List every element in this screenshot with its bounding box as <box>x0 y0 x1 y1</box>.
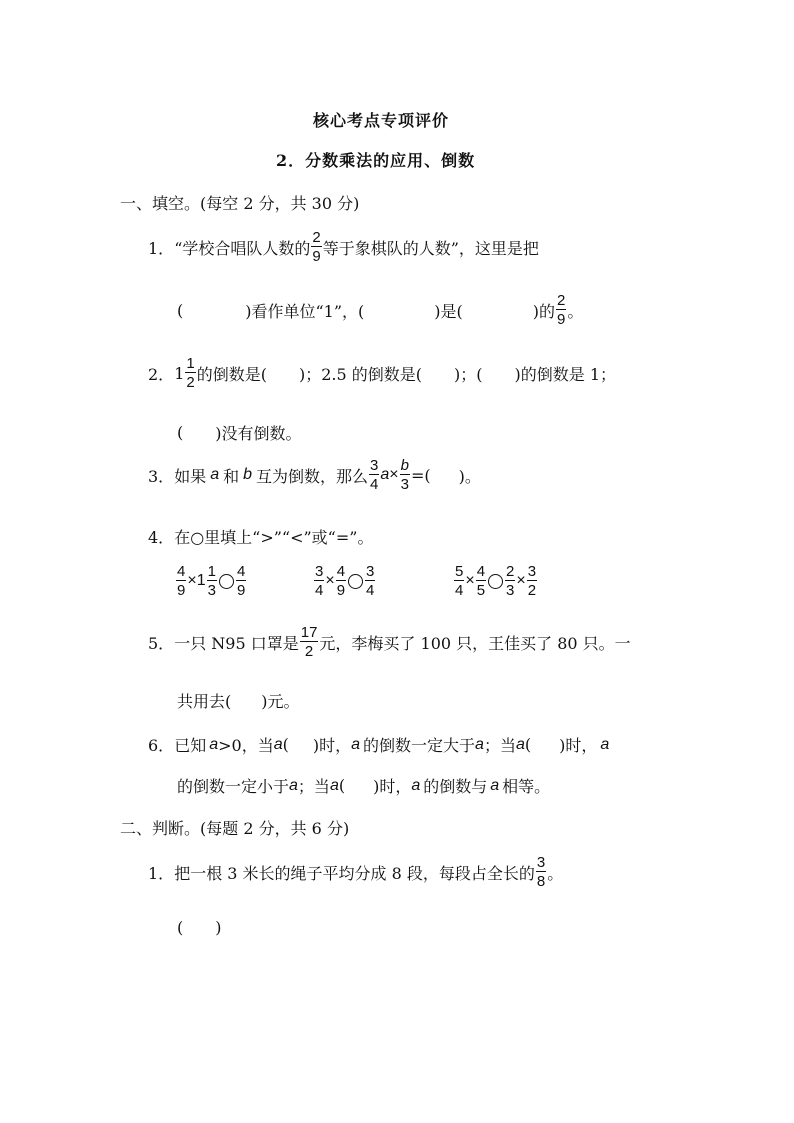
numerator: 4 <box>177 563 186 580</box>
fraction <box>336 564 346 598</box>
page-subtitle: 2．分数乘法的应用、倒数 <box>276 151 476 170</box>
question-text: “学校合唱队人数的 <box>174 238 311 258</box>
question-text: 互为倒数，那么 <box>256 466 369 486</box>
denominator: 9 <box>312 248 321 265</box>
compare-expression-2 <box>313 564 376 598</box>
question-text: 如果 <box>174 466 207 486</box>
question-text: 已知 <box>174 736 207 755</box>
paren-open: ( <box>282 735 289 754</box>
question-2-line-2 <box>177 421 302 444</box>
variable-b: b <box>243 466 253 483</box>
numerator: b <box>400 457 409 474</box>
denominator: 5 <box>476 582 486 599</box>
fraction <box>454 564 464 598</box>
numerator: 2 <box>557 292 566 309</box>
numerator: 17 <box>300 624 318 641</box>
question-text: 和 <box>223 466 240 486</box>
paren-close: ) <box>215 918 222 937</box>
question-text: )时， <box>312 736 352 755</box>
question-2-line-1 <box>148 356 616 390</box>
denominator: 3 <box>506 582 515 599</box>
denominator: 3 <box>400 476 409 493</box>
operator: × <box>516 572 526 589</box>
compare-expression-3 <box>453 564 538 598</box>
fraction <box>556 293 566 327</box>
numerator: 1 <box>207 563 216 580</box>
question-text: )没有倒数。 <box>215 424 302 443</box>
compare-circle[interactable] <box>348 574 363 589</box>
compare-expression-1 <box>175 564 247 598</box>
numerator: 3 <box>366 563 375 580</box>
variable-a: a <box>289 776 298 794</box>
fraction <box>527 564 537 598</box>
compare-circle[interactable] <box>488 574 503 589</box>
variable-a: a <box>490 776 500 794</box>
question-text: ；当 <box>297 777 330 796</box>
numerator: 5 <box>455 563 464 580</box>
fraction <box>400 458 410 492</box>
operator: ×1 <box>187 572 206 589</box>
operator: × <box>325 572 335 589</box>
fraction <box>236 564 246 598</box>
numerator: 4 <box>476 563 486 580</box>
fraction <box>536 855 546 889</box>
denominator: 2 <box>186 374 195 391</box>
denominator: 4 <box>455 582 464 599</box>
judge-answer-1 <box>177 918 222 937</box>
denominator: 9 <box>336 582 346 599</box>
question-text: )；2.5 的倒数是( <box>298 364 422 384</box>
fraction <box>185 356 195 390</box>
section-1-heading: 一、填空。(每空 2 分，共 30 分) <box>120 194 360 213</box>
question-text: 等于象棋队的人数”，这里是把 <box>322 238 539 258</box>
numerator: 2 <box>506 563 515 580</box>
question-1-line-2 <box>177 293 583 327</box>
question-5-line-1 <box>148 625 631 659</box>
question-text: 共用去( <box>177 692 232 711</box>
variable-a: a <box>209 735 219 753</box>
question-text: )元。 <box>261 692 300 711</box>
fraction <box>365 564 375 598</box>
paren-open: ( <box>177 918 184 937</box>
numerator: 2 <box>312 229 321 246</box>
question-3 <box>148 458 481 492</box>
variable-a: a <box>475 735 484 753</box>
fraction <box>505 564 515 598</box>
variable-a: a <box>210 466 220 483</box>
question-text: 。 <box>547 863 564 883</box>
variable-a: a <box>600 735 610 753</box>
fraction <box>314 564 324 598</box>
numerator: 3 <box>370 457 379 474</box>
question-text: 的倒数一定大于 <box>363 736 476 755</box>
question-text: 在○里填上“>”“<”或“=”。 <box>174 528 374 547</box>
question-4 <box>148 525 373 548</box>
question-text: )；( <box>454 364 483 384</box>
variable-a: a <box>515 735 525 753</box>
variable-a: a <box>380 466 390 483</box>
question-number: 5． <box>148 633 175 653</box>
fraction <box>207 564 217 598</box>
question-text: >0，当 <box>218 736 274 755</box>
section-2-heading: 二、判断。(每题 2 分，共 6 分) <box>120 819 350 838</box>
question-text: ；当 <box>483 736 516 755</box>
numerator: 1 <box>186 355 195 372</box>
numerator: 3 <box>536 854 546 871</box>
denominator: 4 <box>370 476 379 493</box>
denominator: 4 <box>315 582 324 599</box>
question-text: =( <box>410 465 431 485</box>
question-text: )。 <box>458 466 481 486</box>
question-number: 6． <box>148 736 175 755</box>
question-text: )看作单位“1”，( <box>245 301 365 321</box>
denominator: 9 <box>557 311 566 328</box>
variable-a: a <box>411 776 421 794</box>
question-text: 元，李梅买了 100 只，王佳买了 80 只。一 <box>319 633 631 653</box>
paren-open: ( <box>338 776 346 795</box>
denominator: 2 <box>304 643 314 660</box>
judge-question-1 <box>148 855 563 889</box>
question-text: 的倒数一定小于 <box>177 777 290 796</box>
denominator: 9 <box>177 582 186 599</box>
compare-circle[interactable] <box>219 574 234 589</box>
fraction <box>476 564 486 598</box>
question-text: )是( <box>434 301 463 321</box>
denominator: 4 <box>366 582 375 599</box>
denominator: 3 <box>207 582 216 599</box>
fraction <box>311 230 321 264</box>
numerator: 3 <box>527 563 537 580</box>
question-text: 一只 N95 口罩是 <box>174 633 299 653</box>
question-6-line-1 <box>148 733 609 756</box>
fraction <box>369 458 379 492</box>
denominator: 2 <box>527 582 537 599</box>
variable-a: a <box>329 776 339 794</box>
question-text: 相等。 <box>502 777 551 796</box>
question-number: 2． <box>148 364 175 384</box>
denominator: 8 <box>536 873 546 890</box>
paren-open: ( <box>177 423 184 442</box>
question-number: 3． <box>148 466 175 486</box>
numerator: 4 <box>336 563 346 580</box>
question-text: 把一根 3 米长的绳子平均分成 8 段，每段占全长的 <box>174 863 535 883</box>
question-text: )的倒数是 1； <box>514 364 617 384</box>
question-number: 4． <box>148 528 175 547</box>
question-number: 1． <box>148 238 175 258</box>
denominator: 9 <box>236 582 246 599</box>
question-text: )时， <box>559 736 598 755</box>
paren-open: ( <box>524 735 532 754</box>
question-5-line-2 <box>177 689 300 712</box>
mixed-whole: 1 <box>174 363 185 383</box>
question-number: 1． <box>148 863 175 883</box>
times-sign: × <box>389 466 399 483</box>
numerator: 4 <box>236 563 246 580</box>
operator: × <box>465 572 475 589</box>
question-text: )时， <box>373 777 412 796</box>
fraction <box>300 625 319 659</box>
variable-a: a <box>273 735 283 753</box>
question-text: 的倒数是( <box>196 364 267 384</box>
question-text: )的 <box>532 301 556 321</box>
variable-a: a <box>351 735 361 753</box>
question-6-line-2 <box>177 774 550 797</box>
question-text: 。 <box>567 301 584 321</box>
numerator: 3 <box>315 563 324 580</box>
question-1-line-1 <box>148 230 539 264</box>
paren-open: ( <box>177 300 184 320</box>
question-text: 的倒数与 <box>423 777 488 796</box>
fraction <box>176 564 186 598</box>
page-title: 核心考点专项评价 <box>313 111 450 130</box>
